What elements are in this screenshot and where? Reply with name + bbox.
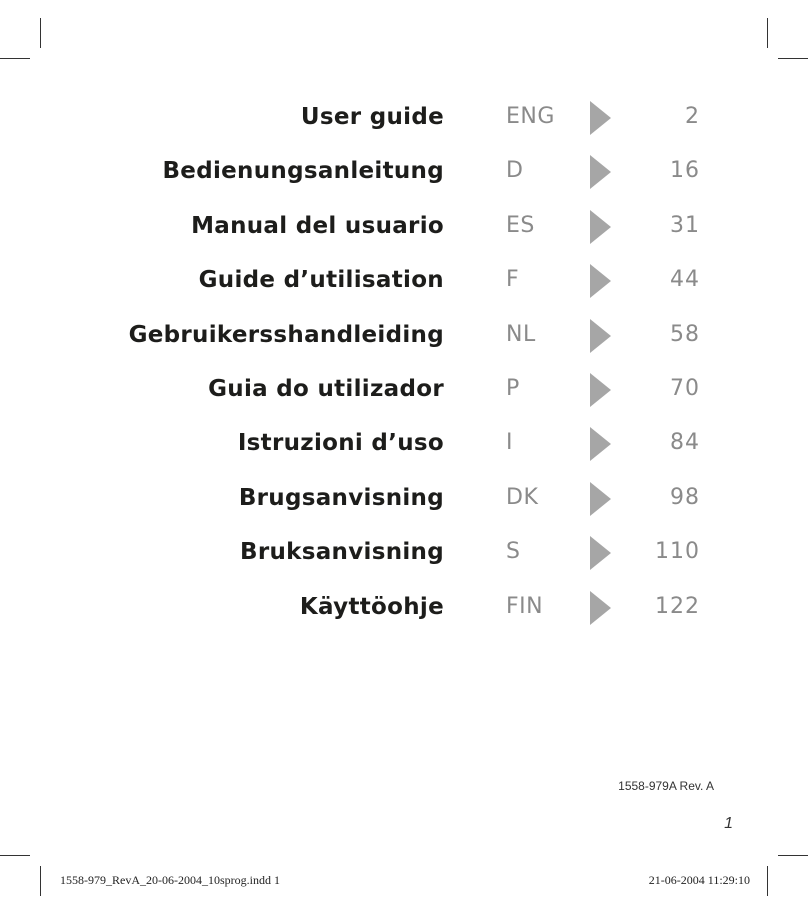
toc-title: User guide — [300, 104, 444, 130]
toc-row[interactable] — [0, 531, 808, 585]
toc-row[interactable] — [0, 368, 808, 422]
arrow-right-icon — [590, 536, 611, 570]
arrow-right-icon — [590, 155, 611, 189]
toc-page-number: 98 — [670, 484, 700, 510]
document-reference: 1558-979A Rev. A — [618, 779, 714, 793]
arrow-right-icon — [590, 373, 611, 407]
toc-language-code: FIN — [506, 593, 544, 619]
crop-mark-bottom-left-vertical — [40, 866, 41, 896]
toc-page-number: 70 — [670, 376, 700, 401]
arrow-right-icon — [590, 427, 611, 461]
crop-mark-top-right-vertical — [767, 18, 768, 48]
arrow-right-icon — [590, 101, 611, 135]
page-number: 1 — [724, 815, 733, 832]
toc-page-number: 84 — [670, 430, 700, 456]
toc-row[interactable] — [0, 586, 808, 640]
toc-row[interactable] — [0, 314, 808, 368]
crop-mark-bottom-right-horizontal — [778, 855, 808, 856]
arrow-right-icon — [590, 482, 611, 516]
toc-title: Guide d’utilisation — [198, 267, 444, 294]
print-slug-timestamp: 21-06-2004 11:29:10 — [648, 873, 750, 887]
toc-language-code: P — [506, 376, 520, 401]
toc-page-number: 44 — [670, 267, 700, 293]
toc-language-code: D — [506, 158, 524, 184]
toc-title: Bedienungsanleitung — [162, 158, 444, 185]
toc-page-number: 110 — [655, 539, 700, 565]
toc-title: Bruksanvisning — [240, 539, 444, 566]
toc-page-number: 58 — [670, 321, 700, 347]
toc-title: Käyttöohje — [299, 593, 444, 620]
arrow-right-icon — [590, 319, 611, 353]
crop-mark-top-right-horizontal — [778, 58, 808, 59]
crop-mark-top-left-horizontal — [0, 58, 30, 59]
toc-page-number: 122 — [655, 593, 700, 619]
crop-mark-bottom-right-vertical — [767, 866, 768, 896]
toc-page-number: 16 — [670, 158, 700, 184]
toc-language-code: ENG — [506, 104, 555, 129]
arrow-right-icon — [590, 591, 611, 625]
toc-title: Istruzioni d’uso — [237, 430, 444, 457]
toc-language-code: ES — [506, 212, 535, 238]
toc-language-code: NL — [506, 321, 536, 347]
crop-mark-top-left-vertical — [40, 18, 41, 48]
toc-title: Brugsanvisning — [238, 484, 444, 511]
toc-row[interactable] — [0, 205, 808, 259]
arrow-right-icon — [590, 264, 611, 298]
print-slug-filename: 1558-979_RevA_20-06-2004_10sprog.indd 1 — [60, 873, 280, 887]
toc-row[interactable] — [0, 477, 808, 531]
toc-row[interactable] — [0, 150, 808, 204]
toc-row[interactable] — [0, 96, 808, 150]
toc-title: Gebruikersshandleiding — [128, 321, 444, 348]
toc-page-number: 2 — [685, 104, 700, 129]
toc-language-code: DK — [506, 484, 539, 510]
toc-title: Guia do utilizador — [208, 376, 444, 402]
toc-title: Manual del usuario — [191, 212, 444, 239]
crop-mark-bottom-left-horizontal — [0, 855, 30, 856]
toc-page-number: 31 — [670, 212, 700, 238]
toc-row[interactable] — [0, 259, 808, 313]
toc-language-code: F — [506, 267, 520, 293]
arrow-right-icon — [590, 210, 611, 244]
toc-language-code: I — [506, 430, 513, 456]
toc-language-code: S — [506, 539, 521, 565]
toc-row[interactable] — [0, 422, 808, 476]
